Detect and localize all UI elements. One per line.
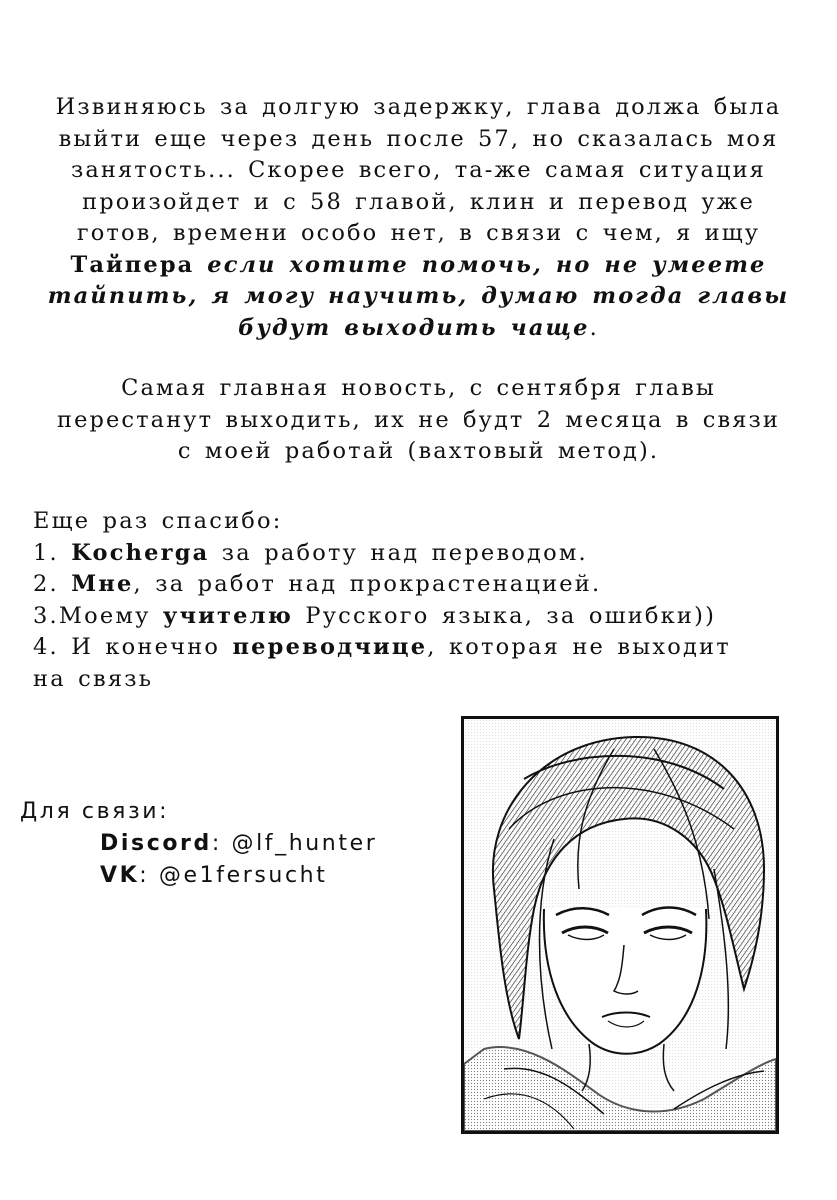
typist-request-line bbox=[0, 313, 837, 345]
thanks-item-text: за работу над переводом. bbox=[209, 539, 588, 566]
thanks-item-number: 1. bbox=[33, 539, 72, 566]
notice-line: занятость... Скорее всего, та-же самая ситуация bbox=[71, 157, 766, 183]
news-line: с моей работай (вахтовый метод). bbox=[177, 438, 660, 464]
thanks-item-text: Русского языка, за ошибки)) bbox=[293, 602, 717, 629]
thanks-item bbox=[33, 632, 823, 664]
thanks-item-name: Kocherga bbox=[71, 539, 210, 566]
thanks-heading: Еще раз спасибо: bbox=[33, 508, 283, 534]
thanks-item-continuation: на связь bbox=[33, 665, 154, 692]
notice-line: произойдет и с 58 главой, клин и перевод уже bbox=[82, 188, 755, 215]
typist-request-line bbox=[0, 250, 837, 282]
thanks-item-number: 4. И конечно bbox=[33, 634, 233, 660]
contacts-block bbox=[20, 796, 377, 892]
notice-paragraph bbox=[0, 92, 837, 344]
manga-panel bbox=[461, 716, 779, 1134]
thanks-item-text: , за работ над прокрастенацией. bbox=[133, 571, 602, 597]
vk-label: VK bbox=[100, 863, 140, 888]
typist-request-line: тайпить, я могу научить, думаю тогда главы bbox=[47, 283, 790, 309]
thanks-item bbox=[33, 601, 823, 633]
vk-contact bbox=[20, 860, 377, 892]
discord-handle: : @lf_hunter bbox=[211, 831, 378, 856]
thanks-item-number: 3.Моему bbox=[33, 602, 163, 629]
thanks-item-text: , которая не выходит bbox=[427, 634, 731, 660]
thanks-list bbox=[33, 506, 823, 695]
vk-handle: : @e1fersucht bbox=[139, 863, 328, 888]
news-line: Самая главная новость, с сентября главы bbox=[121, 375, 716, 401]
typist-request-text: если хотите помочь, но не умеете bbox=[194, 251, 767, 278]
thanks-item bbox=[33, 569, 823, 601]
notice-line: Извиняюсь за долгую задержку, глава должа была bbox=[55, 94, 782, 120]
thanks-item-name: Мне bbox=[71, 571, 134, 597]
thanks-item-name: учителю bbox=[162, 602, 294, 629]
period: . bbox=[589, 314, 599, 341]
news-paragraph bbox=[0, 373, 837, 468]
thanks-item bbox=[33, 538, 823, 570]
discord-contact bbox=[20, 828, 377, 860]
thanks-item-name: переводчице bbox=[232, 634, 428, 660]
manga-woman-portrait-icon bbox=[464, 719, 776, 1131]
news-line: перестанут выходить, их не будт 2 месяца в связи bbox=[57, 406, 780, 433]
discord-label: Discord bbox=[100, 831, 212, 856]
contacts-heading: Для связи: bbox=[20, 799, 170, 824]
thanks-item-number: 2. bbox=[33, 571, 72, 597]
typist-request-text: будут выходить чаще bbox=[238, 314, 590, 341]
notice-line: готов, времени особо нет, в связи с чем, я ищу bbox=[76, 220, 761, 246]
notice-line: выйти еще через день после 57, но сказалась моя bbox=[58, 125, 779, 152]
typist-word: Тайпера bbox=[70, 251, 195, 278]
